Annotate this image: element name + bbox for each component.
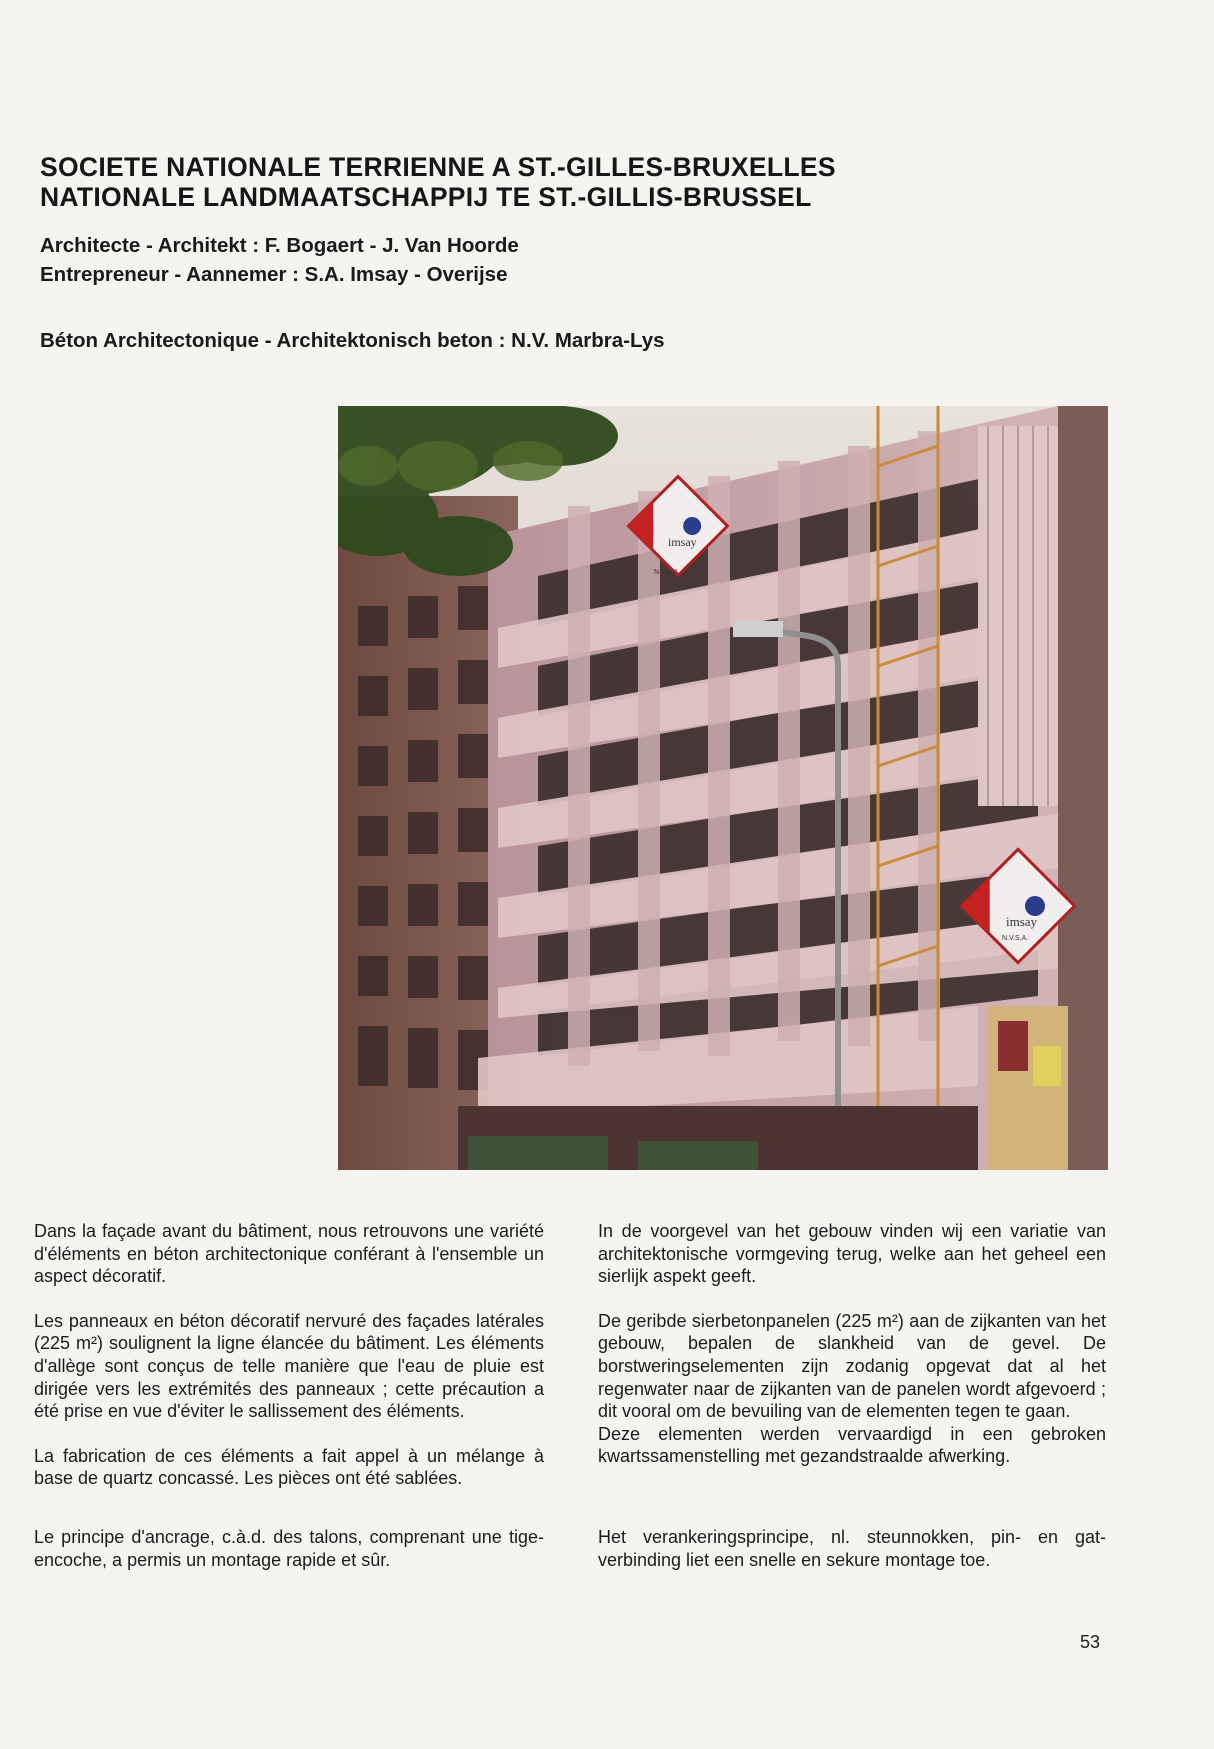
architect-line: Architecte - Architekt : F. Bogaert - J. Van Hoorde [40,234,519,257]
sign-bottom-sublabel: N.V.S.A. [1002,935,1029,942]
contractor-line: Entrepreneur - Aannemer : S.A. Imsay - Overijse [40,263,508,286]
fr-paragraph-4: Le principe d'ancrage, c.à.d. des talons, comprenant une tige-encoche, a permis un montage rapide et sûr. [34,1526,544,1570]
building-photo-illustration [338,406,1108,1170]
french-text-column [34,1220,544,1571]
title-line-nl: NATIONALE LANDMAATSCHAPPIJ TE ST.-GILLIS-BRUSSEL [40,182,812,212]
concrete-supplier-line: Béton Architectonique - Architektonisch beton : N.V. Marbra-Lys [40,329,665,352]
fr-paragraph-1: Dans la façade avant du bâtiment, nous retrouvons une variété d'éléments en béton architectonique conférant à l'ensemble un aspect décoratif. [34,1221,544,1287]
fr-paragraph-2: Les panneaux en béton décoratif nervuré des façades latérales (225 m²) soulignent la ligne élancée du bâtiment. Les éléments d'allège sont conçus de telle manière que l'eau de pluie est dirigée vers les extrémités des panneaux ; cette précaution a été prise en vue d'éviter le sallissement des éléments. [34,1310,544,1422]
fr-paragraph-3: La fabrication de ces éléments a fait appel à un mélange à base de quartz concassé. Les pièces ont été sablées. [34,1445,544,1489]
page-title [40,152,836,212]
title-line-fr: SOCIETE NATIONALE TERRIENNE A ST.-GILLES-BRUXELLES [40,152,836,182]
dutch-text-column [598,1220,1106,1571]
nl-paragraph-3: Deze elementen werden vervaardigd in een gebroken kwartssamenstelling met gezandstraalde afwerking. [598,1423,1106,1467]
sign-bottom-label: imsay [1006,914,1038,929]
nl-paragraph-2: De geribde sierbetonpanelen (225 m²) aan de zijkanten van het gebouw, bepalen de slankheid van de gevel. De borstweringselementen zijn zodanig opgevat dat al het regenwater naar de zijkanten van de panelen wordt afgevoerd ; dit vooral om de bevuiling van de elementen tegen te gaan. [598,1310,1106,1422]
sign-top-sublabel: N.V.S.A. [654,569,681,576]
nl-paragraph-1: In de voorgevel van het gebouw vinden wij een variatie van architektonische vormgeving terug, welke aan het geheel een sierlijk aspekt geeft. [598,1221,1106,1287]
credits [40,231,519,289]
building-photo [338,406,1108,1170]
page-number: 53 [1080,1632,1101,1652]
sign-top-label: imsay [668,535,697,549]
nl-paragraph-4: Het verankeringsprincipe, nl. steunnokken, pin- en gat-verbinding liet een snelle en sekure montage toe. [598,1526,1106,1570]
